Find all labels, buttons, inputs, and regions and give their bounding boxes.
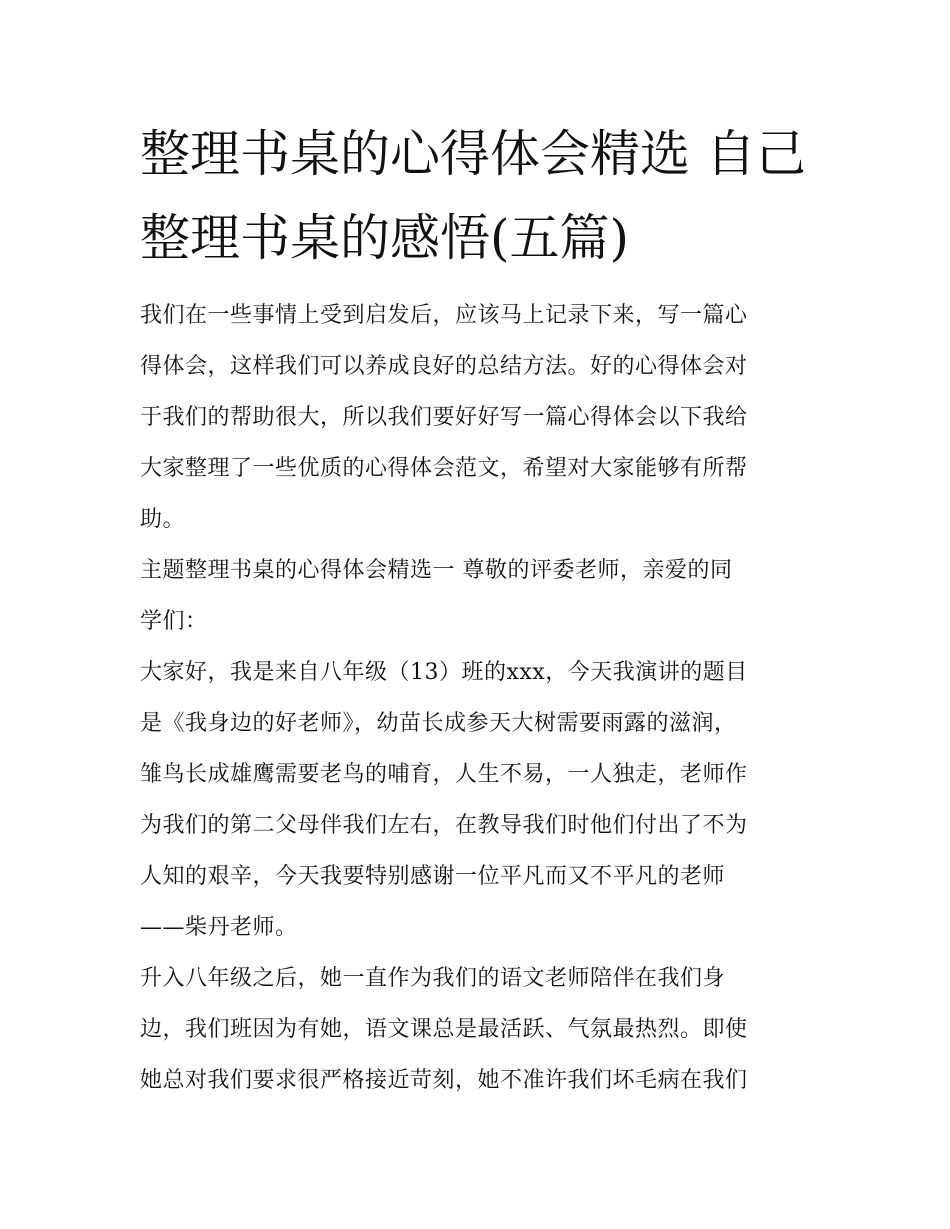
text-line: 她总对我们要求很严格接近苛刻，她不准许我们坏毛病在我们 xyxy=(140,1068,748,1093)
text-line: 大家好，我是来自八年级（13）班的xxx，今天我演讲的题目 xyxy=(140,660,748,685)
title-line: 整理书桌的心得体会精选 自己 xyxy=(140,125,806,183)
text-line: 是《我身边的好老师》，幼苗长成参天大树需要雨露的滋润， xyxy=(140,711,737,736)
text-line: 我们在一些事情上受到启发后，应该马上记录下来，写一篇心 xyxy=(140,303,748,328)
text-line: 升入八年级之后，她一直作为我们的语文老师陪伴在我们身 xyxy=(140,966,726,991)
document-content xyxy=(140,112,816,1106)
text-line: 边，我们班因为有她，语文课总是最活跃、气氛最热烈。即使 xyxy=(140,1017,748,1042)
paragraph-heading xyxy=(140,545,816,647)
paragraph-intro xyxy=(140,290,816,545)
text-line: 主题整理书桌的心得体会精选一 尊敬的评委老师，亲爱的同 xyxy=(140,558,733,583)
page-title xyxy=(140,112,816,280)
title-line: 整理书桌的感悟(五篇) xyxy=(140,209,630,267)
text-line: 助。 xyxy=(140,507,186,532)
text-line: 人知的艰辛，今天我要特别感谢一位平凡而又不平凡的老师 xyxy=(140,864,726,889)
text-line: 得体会，这样我们可以养成良好的总结方法。好的心得体会对 xyxy=(140,354,748,379)
text-line: 为我们的第二父母伴我们左右，在教导我们时他们付出了不为 xyxy=(140,813,748,838)
text-line: 学们： xyxy=(140,609,208,634)
text-line: 雏鸟长成雄鹰需要老鸟的哺育，人生不易，一人独走，老师作 xyxy=(140,762,748,787)
text-line: ——柴丹老师。 xyxy=(140,915,298,940)
text-line: 于我们的帮助很大，所以我们要好好写一篇心得体会以下我给 xyxy=(140,405,748,430)
paragraph-speech xyxy=(140,647,816,953)
paragraph-teacher xyxy=(140,953,816,1106)
text-line: 大家整理了一些优质的心得体会范文，希望对大家能够有所帮 xyxy=(140,456,748,481)
